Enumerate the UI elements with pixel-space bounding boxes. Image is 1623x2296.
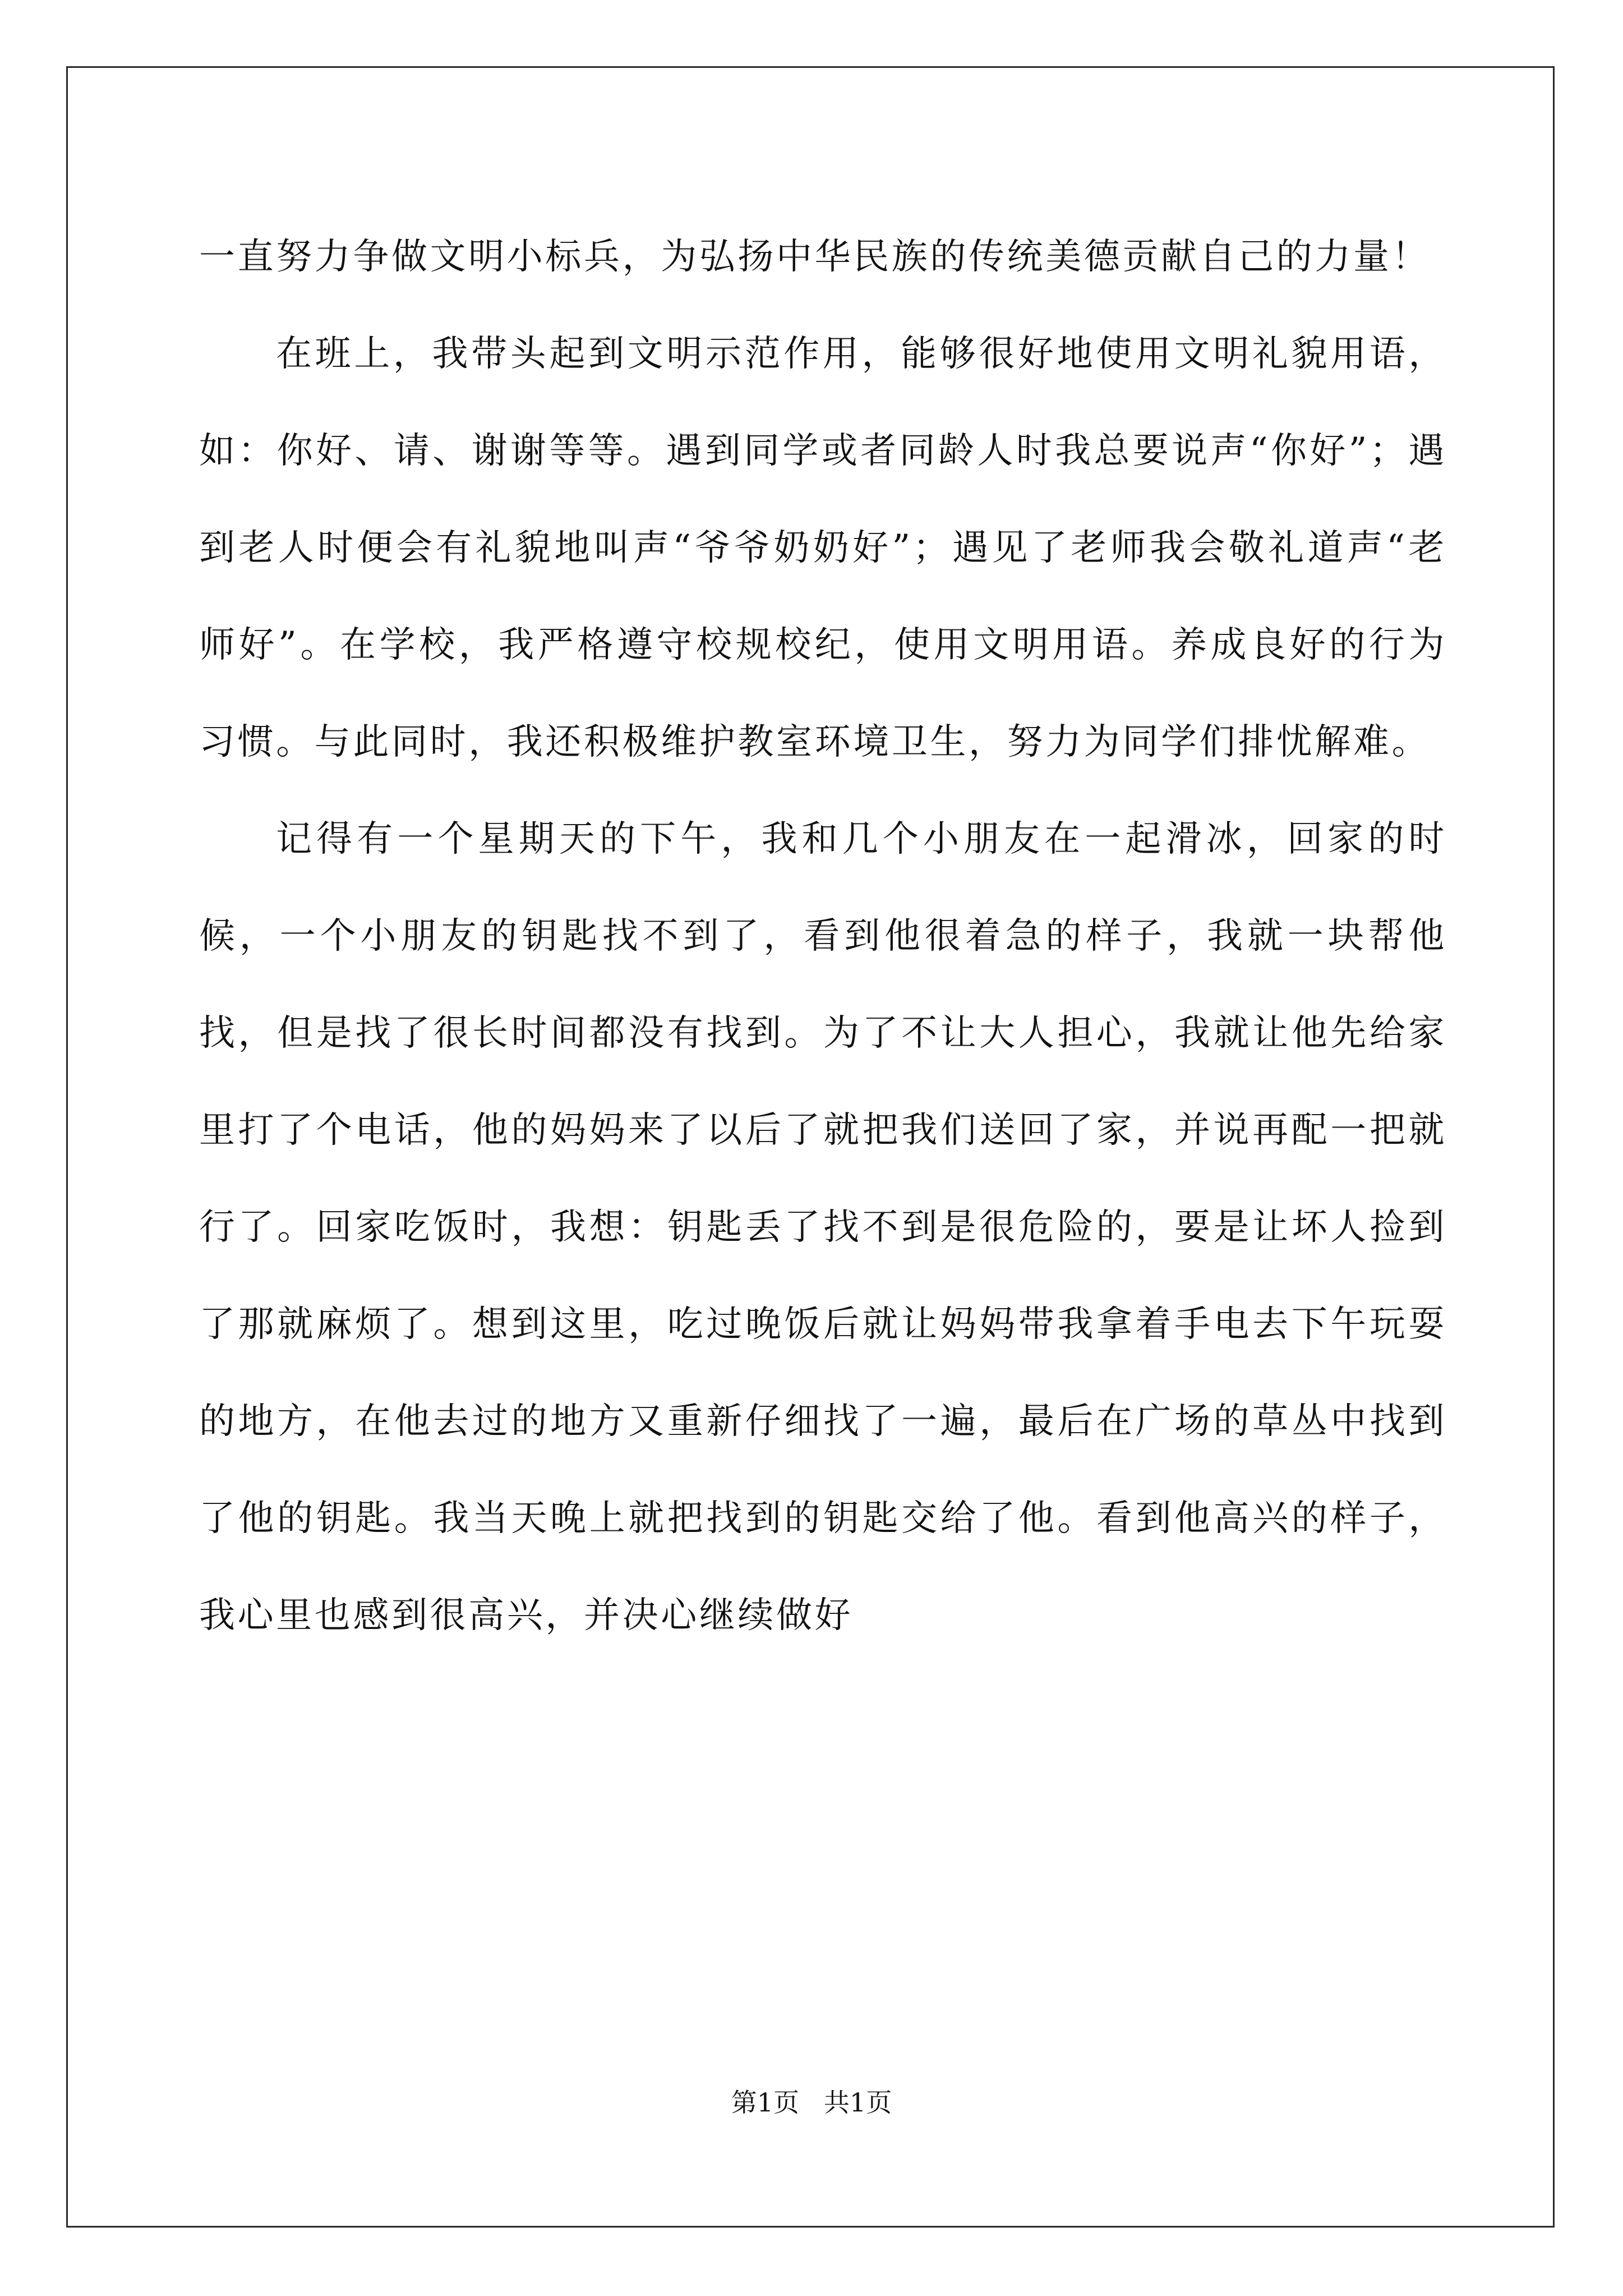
page-number-footer: 第1页 共1页 [731, 2087, 892, 2118]
paragraph-2: 在班上，我带头起到文明示范作用，能够很好地使用文明礼貌用语，如：你好、请、谢谢等等。遇到同学或者同龄人时我总要说声“你好”；遇到老人时便会有礼貌地叫声“爷爷奶奶好”；遇见了老师我会敬礼道声“老师好”。在学校，我严格遵守校规校纪，使用文明用语。养成良好的行为习惯。与此同时，我还积极维护教室环境卫生，努力为同学们排忧解难。 [199, 333, 1447, 763]
document-body [199, 209, 1447, 2049]
paragraph-3: 记得有一个星期天的下午，我和几个小朋友在一起滑冰，回家的时候，一个小朋友的钥匙找不到了，看到他很着急的样子，我就一块帮他找，但是找了很长时间都没有找到。为了不让大人担心，我就让他先给家里打了个电话，他的妈妈来了以后了就把我们送回了家，并说再配一把就行了。回家吃饭时，我想：钥匙丢了找不到是很危险的，要是让坏人捡到了那就麻烦了。想到这里，吃过晚饭后就让妈妈带我拿着手电去下午玩耍的地方，在他去过的地方又重新仔细找了一遍，最后在广场的草丛中找到了他的钥匙。我当天晚上就把找到的钥匙交给了他。看到他高兴的样子，我心里也感到很高兴，并决心继续做好 [199, 818, 1447, 1636]
paragraph-1: 一直努力争做文明小标兵，为弘扬中华民族的传统美德贡献自己的力量！ [199, 236, 1431, 278]
